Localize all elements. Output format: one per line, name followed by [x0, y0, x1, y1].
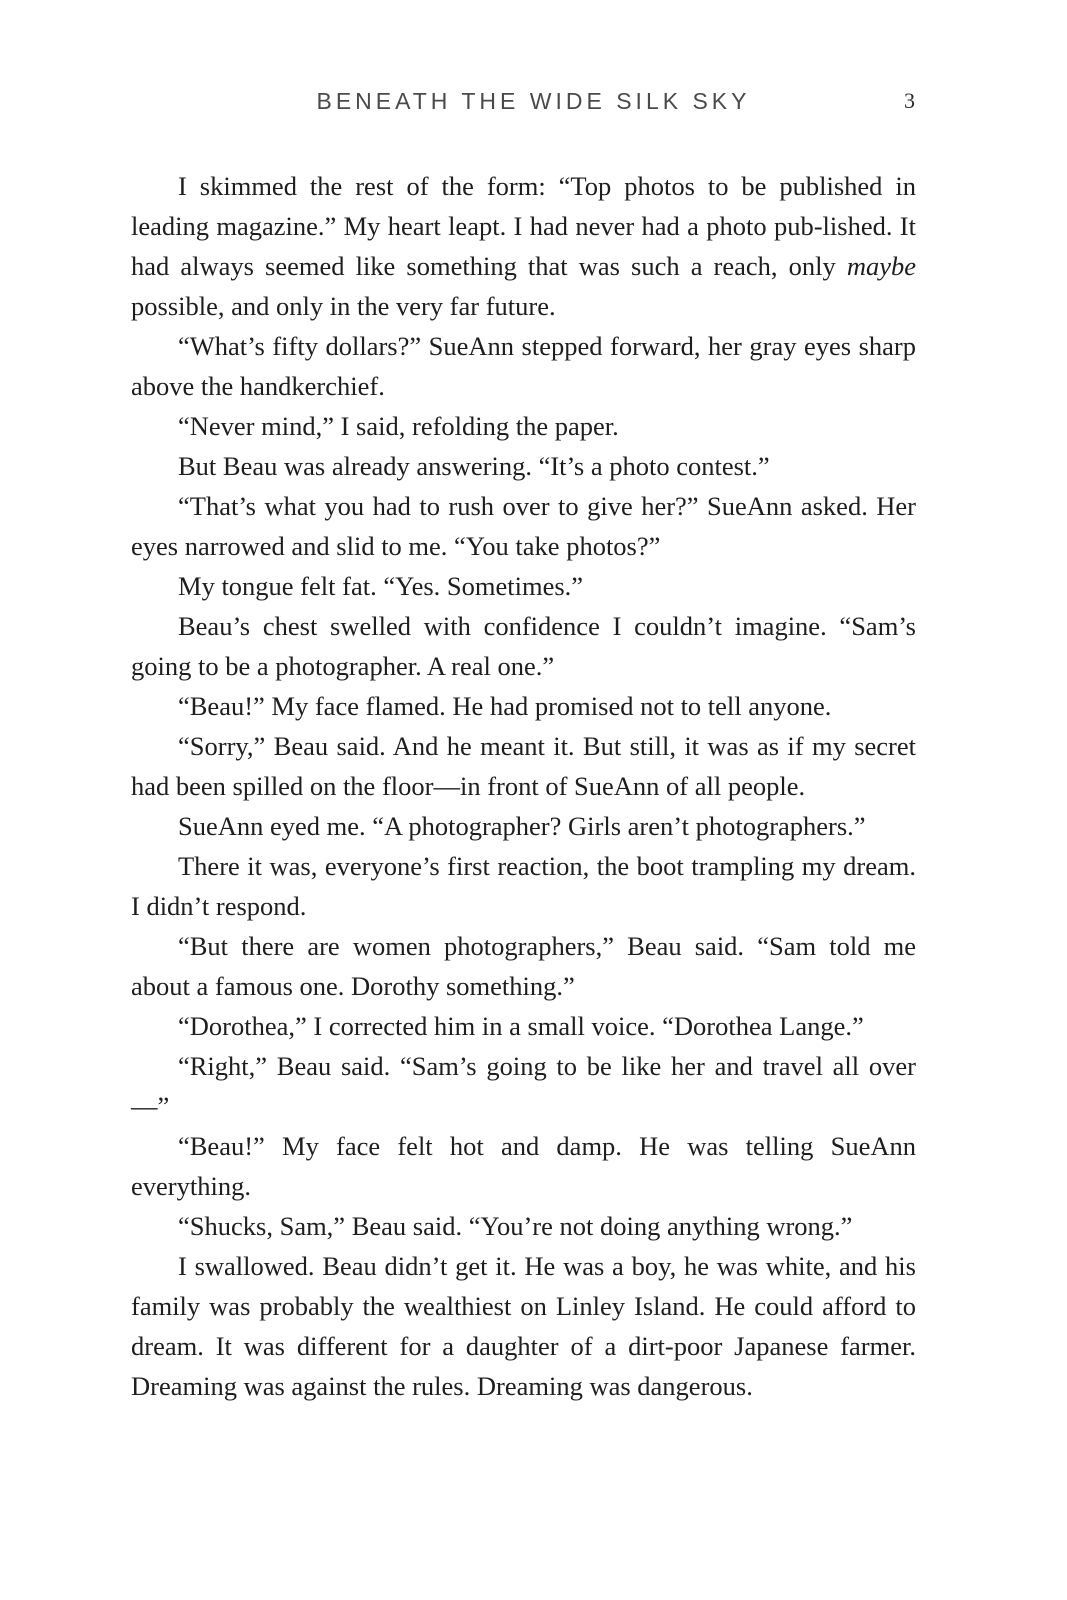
running-head — [0, 84, 1067, 118]
paragraph-16: “Shucks, Sam,” Beau said. “You’re not doing anything wrong.” — [178, 1211, 853, 1241]
paragraph-13: “Dorothea,” I corrected him in a small voice. “Dorothea Lange.” — [178, 1011, 864, 1041]
paragraph-11: There it was, everyone’s first reaction, the boot trampling my dream. I didn’t respond. — [131, 851, 916, 921]
paragraph-1-text-end: possible, and only in the very far future. — [131, 291, 556, 321]
paragraph-8: “Beau!” My face flamed. He had promised not to tell anyone. — [178, 691, 832, 721]
paragraph-15: “Beau!” My face felt hot and damp. He was telling SueAnn everything. — [131, 1131, 916, 1201]
paragraph-7: Beau’s chest swelled with confidence I couldn’t imagine. “Sam’s going to be a photographer. A real one.” — [131, 611, 916, 681]
emphasis-maybe: maybe — [846, 251, 916, 281]
paragraph-10: SueAnn eyed me. “A photographer? Girls aren’t photographers.” — [178, 811, 866, 841]
paragraph-5: “That’s what you had to rush over to give her?” SueAnn asked. Her eyes narrowed and slid to me. “You take photos?” — [131, 491, 916, 561]
body-text — [131, 166, 916, 1406]
paragraph-17: I swallowed. Beau didn’t get it. He was a boy, he was white, and his family was probably the wealthiest on Linley Island. He could afford to dream. It was different for a daughter of a dirt-poor Japanese farmer. Dreaming was against the rules. Dreaming was dangerous. — [131, 1251, 916, 1401]
paragraph-4: But Beau was already answering. “It’s a photo contest.” — [178, 451, 770, 481]
paragraph-2: “What’s fifty dollars?” SueAnn stepped forward, her gray eyes sharp above the handkerchief. — [131, 331, 916, 401]
paragraph-9: “Sorry,” Beau said. And he meant it. But still, it was as if my secret had been spilled on the floor—in front of SueAnn of all people. — [131, 731, 916, 801]
paragraph-1-text-start: I skimmed the rest of the form: “Top photos to be published in leading magazine.” My heart leapt. I had never had a photo pub-lished. It had always seemed like something that was such a reach, only — [131, 171, 916, 281]
running-title: BENEATH THE WIDE SILK SKY — [316, 88, 751, 114]
paragraph-6: My tongue felt fat. “Yes. Sometimes.” — [178, 571, 584, 601]
paragraph-3: “Never mind,” I said, refolding the paper. — [178, 411, 619, 441]
paragraph-14: “Right,” Beau said. “Sam’s going to be like her and travel all over—” — [131, 1051, 916, 1121]
paragraph-1 — [131, 166, 916, 326]
page-number: 3 — [904, 88, 915, 113]
paragraph-12: “But there are women photographers,” Beau said. “Sam told me about a famous one. Dorothy something.” — [131, 931, 916, 1001]
